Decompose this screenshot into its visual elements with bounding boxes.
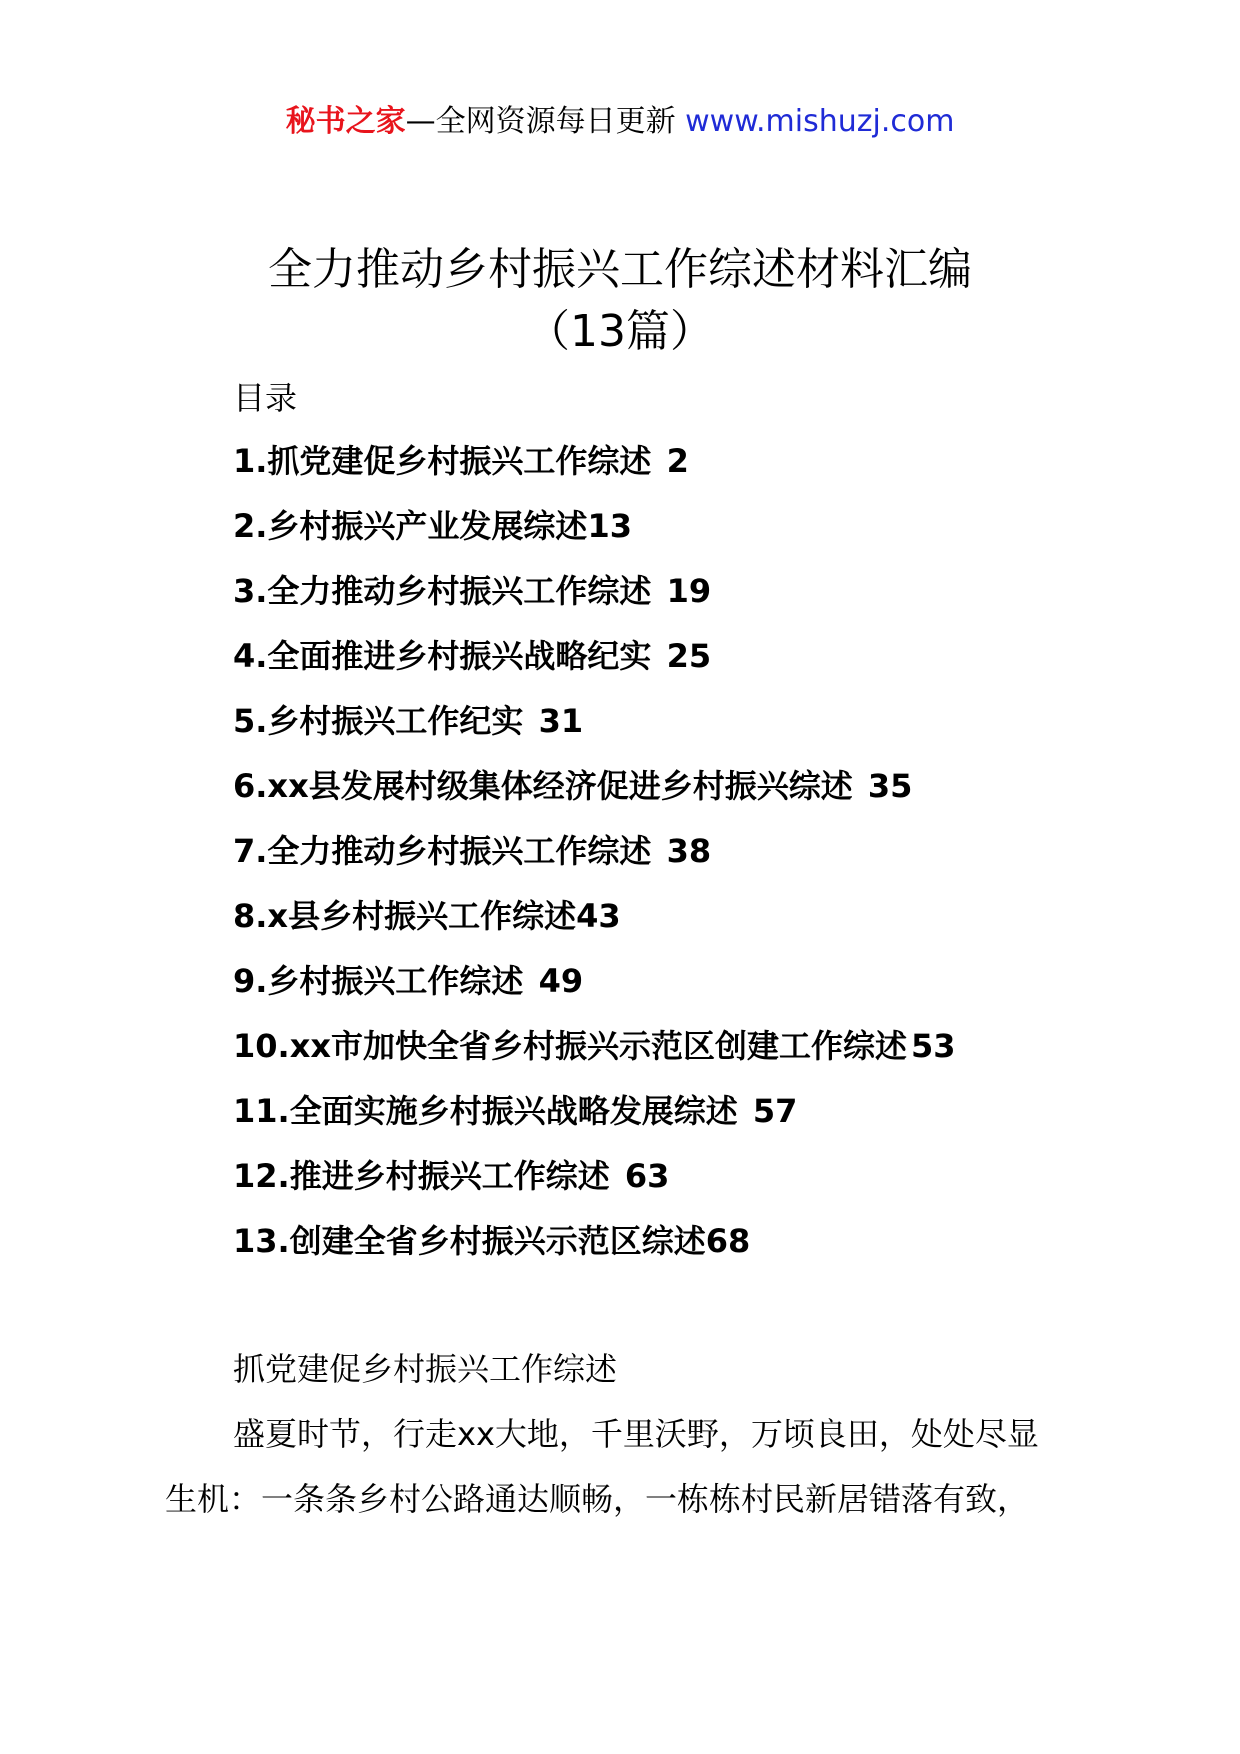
toc-entry bbox=[233, 761, 1133, 826]
toc-entry-title: 4.全面推进乡村振兴战略纪实 bbox=[233, 637, 663, 675]
toc-entry-page: 63 bbox=[624, 1157, 670, 1195]
toc-entry bbox=[233, 1086, 1133, 1151]
table-of-contents bbox=[233, 436, 1133, 1281]
toc-entry bbox=[233, 566, 1133, 631]
section-heading: 抓党建促乡村振兴工作综述 bbox=[233, 1350, 618, 1388]
toc-entry bbox=[233, 826, 1133, 891]
toc-entry bbox=[233, 631, 1133, 696]
toc-entry-page: 43 bbox=[576, 897, 621, 935]
document-subtitle: （13篇） bbox=[526, 306, 714, 357]
toc-entry-title: 12.推进乡村振兴工作综述 bbox=[233, 1157, 621, 1195]
toc-entry bbox=[233, 436, 1133, 501]
brand-name: 秘书之家 bbox=[285, 104, 406, 139]
toc-entry bbox=[233, 696, 1133, 761]
toc-entry-title: 1.抓党建促乡村振兴工作综述 bbox=[233, 442, 663, 480]
banner-slogan: —全网资源每日更新 bbox=[405, 104, 686, 139]
toc-entry-title: 10.xx市加快全省乡村振兴示范区创建工作综述 bbox=[233, 1027, 907, 1065]
body-paragraph-line: 生机：一条条乡村公路通达顺畅，一栋栋村民新居错落有致， bbox=[165, 1480, 1030, 1518]
toc-entry-title: 11.全面实施乡村振兴战略发展综述 bbox=[233, 1092, 749, 1130]
toc-entry-page: 31 bbox=[538, 702, 584, 740]
toc-entry-title: 13.创建全省乡村振兴示范区综述 bbox=[233, 1222, 706, 1260]
toc-entry-title: 2.乡村振兴产业发展综述 bbox=[233, 507, 588, 545]
toc-entry-title: 5.乡村振兴工作纪实 bbox=[233, 702, 535, 740]
toc-entry-page: 2 bbox=[666, 442, 689, 480]
toc-entry-page: 49 bbox=[538, 962, 584, 1000]
toc-entry-page: 57 bbox=[752, 1092, 798, 1130]
document-title: 全力推动乡村振兴工作综述材料汇编 bbox=[268, 244, 972, 295]
site-banner bbox=[0, 100, 1240, 144]
toc-entry bbox=[233, 1216, 1133, 1281]
toc-entry bbox=[233, 956, 1133, 1021]
toc-entry-title: 9.乡村振兴工作综述 bbox=[233, 962, 535, 1000]
toc-entry bbox=[233, 501, 1133, 566]
toc-entry-page: 68 bbox=[705, 1222, 751, 1260]
toc-entry-page: 53 bbox=[910, 1027, 956, 1065]
toc-heading: 目录 bbox=[233, 379, 298, 417]
toc-entry-page: 35 bbox=[867, 767, 913, 805]
toc-entry-title: 6.xx县发展村级集体经济促进乡村振兴综述 bbox=[233, 767, 864, 805]
toc-entry bbox=[233, 1151, 1133, 1216]
site-url-link[interactable]: www.mishuzj.com bbox=[685, 104, 955, 139]
toc-entry-title: 8.x县乡村振兴工作综述 bbox=[233, 897, 577, 935]
toc-entry-page: 38 bbox=[666, 832, 712, 870]
toc-entry-page: 19 bbox=[666, 572, 712, 610]
toc-entry-page: 13 bbox=[587, 507, 632, 545]
toc-entry bbox=[233, 891, 1133, 956]
toc-entry-title: 3.全力推动乡村振兴工作综述 bbox=[233, 572, 663, 610]
body-paragraph-line: 盛夏时节，行走xx大地，千里沃野，万顷良田，处处尽显 bbox=[233, 1415, 1039, 1453]
toc-entry-page: 25 bbox=[666, 637, 712, 675]
toc-entry bbox=[233, 1021, 1133, 1086]
toc-entry-title: 7.全力推动乡村振兴工作综述 bbox=[233, 832, 663, 870]
